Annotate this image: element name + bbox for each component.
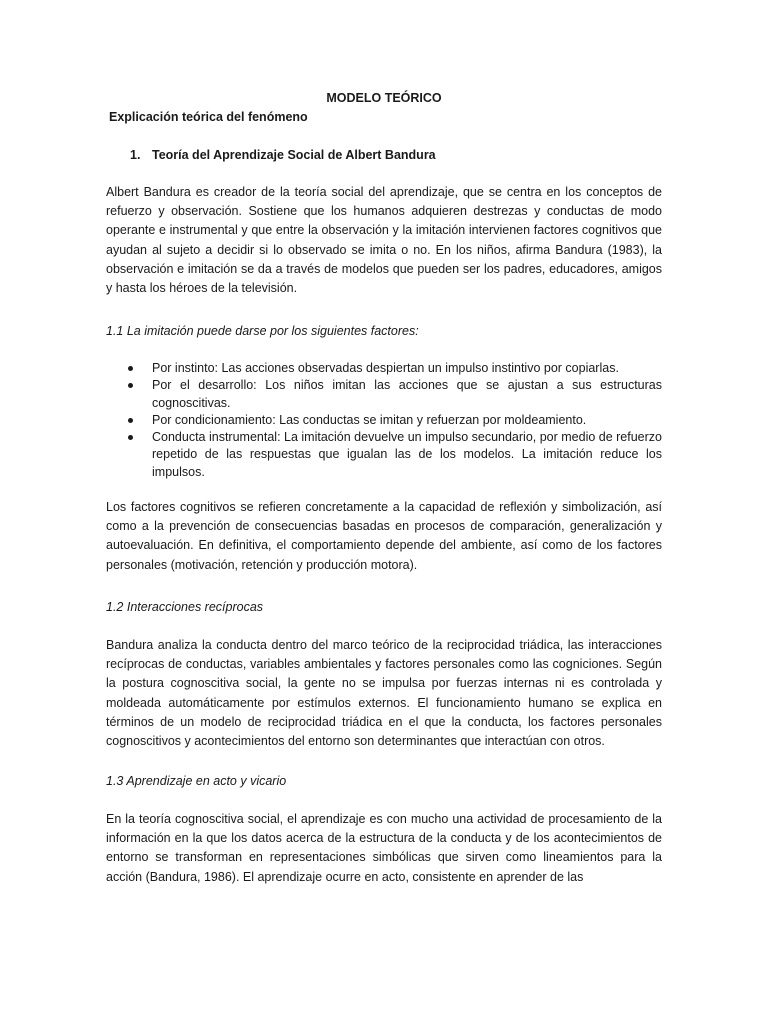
bullet-icon	[128, 383, 133, 388]
paragraph-learning: En la teoría cognoscitiva social, el aprendizaje es con mucho una actividad de procesamiento de la información en la que los datos acerca de la estructura de la conducta y de los acontecimientos de entorno se transforman en representaciones simbólicas que sirven como lineamientos para la acción (Bandura, 1986). El aprendizaje ocurre en acto, consistente en aprender de las	[106, 812, 662, 884]
bullet-icon	[128, 366, 133, 371]
list-item	[106, 377, 662, 412]
bullet-icon	[128, 418, 133, 423]
paragraph-cognitive-factors: Los factores cognitivos se refieren concretamente a la capacidad de reflexión y simbolización, así como a la prevención de consecuencias basadas en procesos de comparación, generalización y autoevaluación. En definitiva, el comportamiento depende del ambiente, así como de los factores personales (motivación, retención y producción motora).	[106, 500, 662, 572]
bullet-list	[106, 360, 662, 481]
list-item-text: Por condicionamiento: Las conductas se imitan y refuerzan por moldeamiento.	[152, 412, 587, 427]
section-number: 1.	[130, 148, 141, 162]
subsection-heading-1-2: 1.2 Interacciones recíprocas	[106, 600, 264, 614]
list-item	[106, 429, 662, 481]
paragraph-reciprocal-interactions: Bandura analiza la conducta dentro del marco teórico de la reciprocidad triádica, las interacciones recíprocas de conductas, variables ambientales y factores personales como las cogniciones. Según la postura cognoscitiva social, la gente no se impulsa por fuerzas internas ni es controlada y moldeada automáticamente por estímulos externos. El funcionamiento humano se explica en términos de un modelo de reciprocidad triádica en el que la conducta, los factores personales cognoscitivos y acontecimientos del entorno son determinantes que interactúan con otros.	[106, 638, 662, 749]
paragraph-intro: Albert Bandura es creador de la teoría social del aprendizaje, que se centra en los conceptos de refuerzo y observación. Sostiene que los humanos adquieren destrezas y conductas de modo operante e instrumental y que entre la observación y la imitación intervienen factores cognitivos que ayudan al sujeto a decidir si lo observado se imita o no. En los niños, afirma Bandura (1983), la observación e imitación se da a través de modelos que pueden ser los padres, educadores, amigos y hasta los héroes de la televisión.	[106, 185, 662, 296]
list-item-text: Por instinto: Las acciones observadas despiertan un impulso instintivo por copiarlas.	[152, 361, 619, 375]
list-item	[106, 412, 662, 429]
subsection-heading-1-3: 1.3 Aprendizaje en acto y vicario	[106, 774, 287, 788]
document-subtitle: Explicación teórica del fenómeno	[109, 110, 308, 124]
section-heading-1	[130, 146, 436, 164]
subsection-heading-1-1: 1.1 La imitación puede darse por los siguientes factores:	[106, 324, 419, 338]
list-item-text: Por el desarrollo: Los niños imitan las acciones que se ajustan a sus estructuras cognoscitivas.	[152, 378, 662, 410]
list-item	[106, 360, 662, 377]
bullet-icon	[128, 435, 133, 440]
document-title: MODELO TEÓRICO	[326, 91, 442, 105]
section-heading-text: Teoría del Aprendizaje Social de Albert Bandura	[152, 148, 436, 162]
list-item-text: Conducta instrumental: La imitación devuelve un impulso secundario, por medio de refuerzo repetido de las respuestas que igualan las de los modelos. La imitación reduce los impulsos.	[152, 430, 663, 479]
